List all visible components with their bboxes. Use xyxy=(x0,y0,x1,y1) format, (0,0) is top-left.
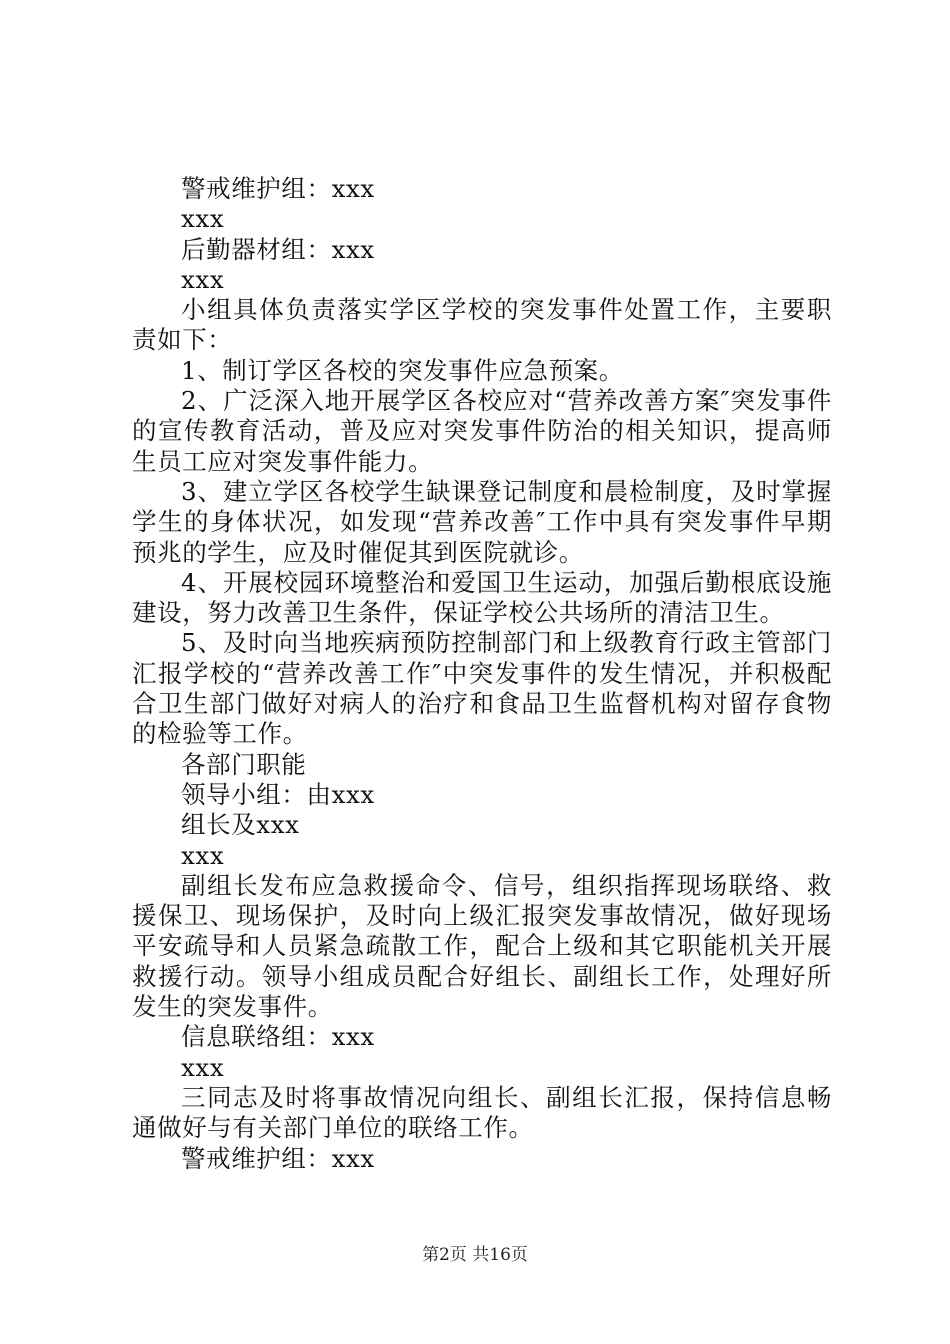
document-body xyxy=(132,174,832,1174)
paragraph: xxx xyxy=(181,840,225,870)
paragraph: 领导小组：由xxx xyxy=(181,779,375,809)
paragraph: xxx xyxy=(181,1052,225,1082)
page-number-footer: 第2页 共16页 xyxy=(422,1245,528,1265)
paragraph: 副组长发布应急救援命令、信号，组织指挥现场联络、救援保卫、现场保护，及时向上级汇报突发事故情况，做好现场平安疏导和人员紧急疏散工作，配合上级和其它职能机关开展救援行动。领导小组成员配合好组长、副组长工作，处理好所发生的突发事件。 xyxy=(132,870,832,1022)
paragraph: xxx xyxy=(181,264,225,294)
paragraph: 组长及xxx xyxy=(181,810,300,840)
paragraph: 警戒维护组：xxx xyxy=(181,1143,375,1173)
paragraph: 警戒维护组：xxx xyxy=(181,174,375,203)
paragraph: 信息联络组：xxx xyxy=(181,1022,375,1052)
paragraph: 5、及时向当地疾病预防控制部门和上级教育行政主管部门汇报学校的“营养改善工作″中突发事件的发生情况，并积极配合卫生部门做好对病人的治疗和食品卫生监督机构对留存食物的检验等工作。 xyxy=(132,628,832,749)
paragraph: 小组具体负责落实学区学校的突发事件处置工作，主要职责如下： xyxy=(132,295,832,355)
paragraph: 3、建立学区各校学生缺课登记制度和晨检制度，及时掌握学生的身体状况，如发现“营养改善″工作中具有突发事件早期预兆的学生，应及时催促其到医院就诊。 xyxy=(132,476,832,567)
paragraph: 三同志及时将事故情况向组长、副组长汇报，保持信息畅通做好与有关部门单位的联络工作。 xyxy=(132,1082,832,1143)
paragraph: 1、制订学区各校的突发事件应急预案。 xyxy=(181,355,624,385)
paragraph: 4、开展校园环境整治和爱国卫生运动，加强后勤根底设施建设，努力改善卫生条件，保证学校公共场所的清洁卫生。 xyxy=(132,567,832,628)
paragraph: xxx xyxy=(181,204,225,234)
section-heading: 各部门职能 xyxy=(181,749,307,779)
paragraph: 2、广泛深入地开展学区各校应对“营养改善方案″突发事件的宣传教育活动，普及应对突发事件防治的相关知识，提高师生员工应对突发事件能力。 xyxy=(132,386,832,476)
paragraph: 后勤器材组：xxx xyxy=(181,234,375,264)
